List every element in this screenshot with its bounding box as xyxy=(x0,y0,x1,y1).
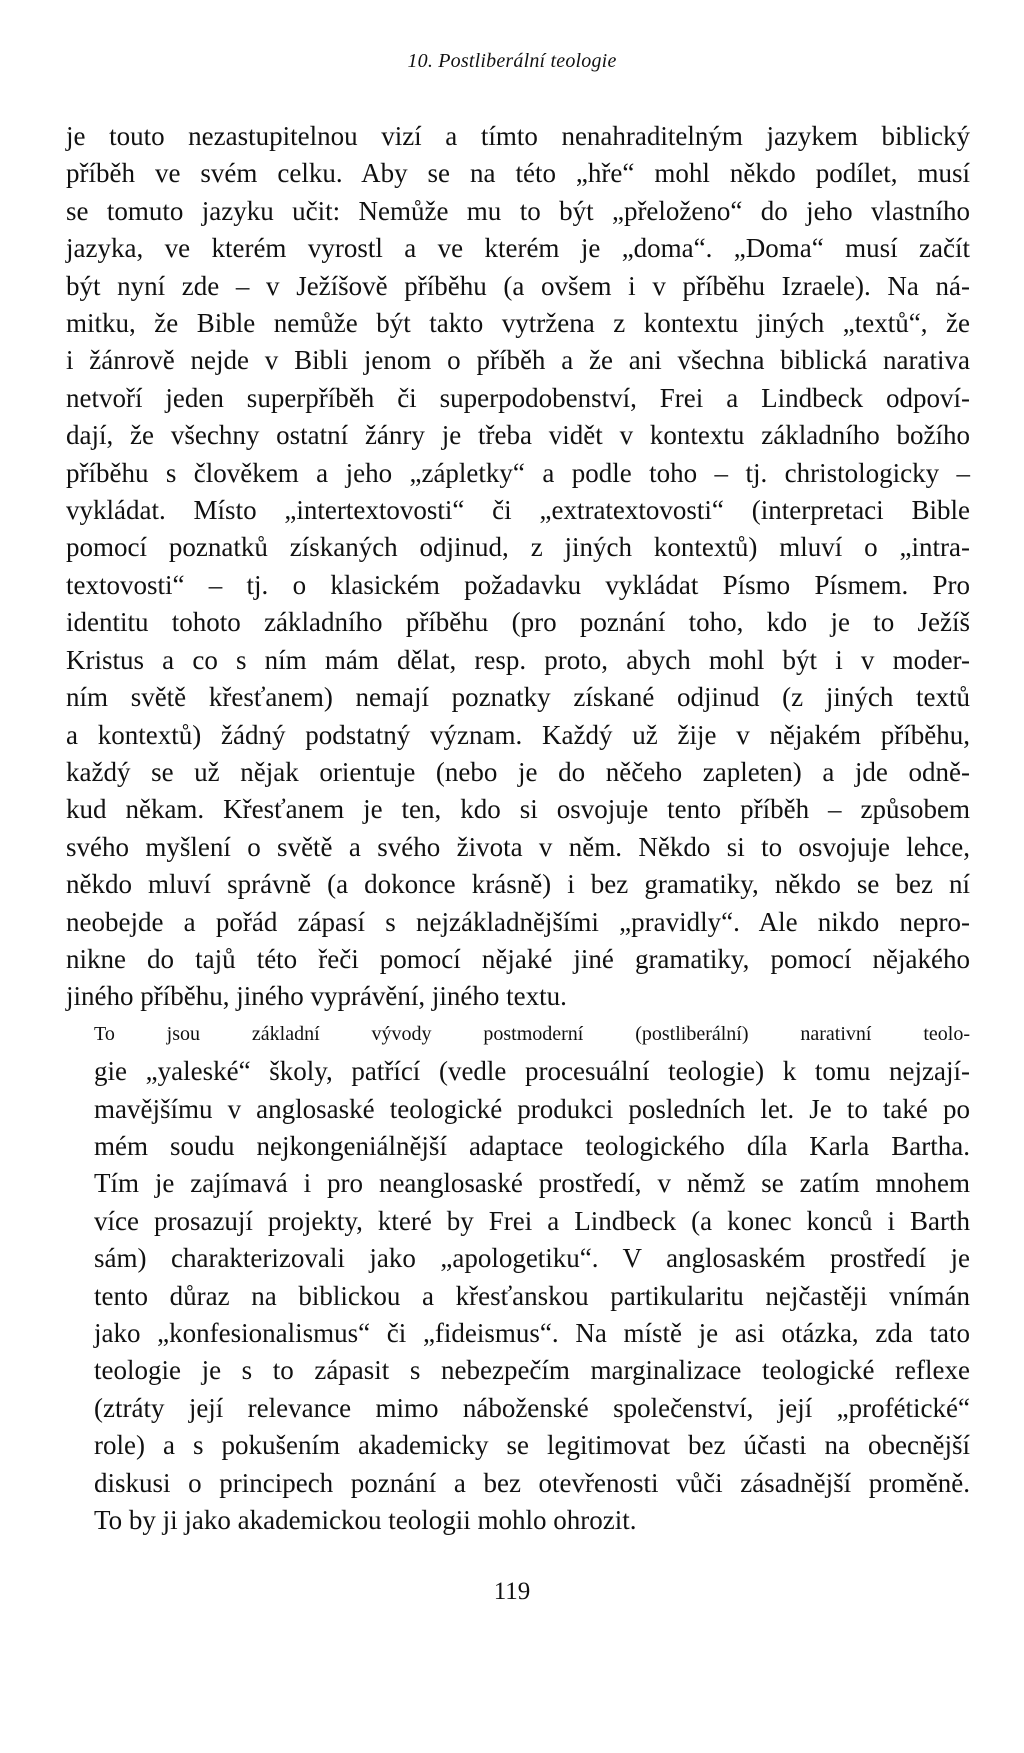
text-line: svého myšlení o světě a svého života v něm. Někdo si to osvojuje lehce, xyxy=(66,831,970,862)
text-line: nikne do tajů této řeči pomocí nějaké jiné gramatiky, pomocí nějakého xyxy=(66,943,970,974)
text-line: dají, že všechny ostatní žánry je třeba vidět v kontextu základního božího xyxy=(66,420,970,451)
text-line: jako „konfesionalismus“ či „fideismus“. Na místě je asi otázka, zda tato xyxy=(94,1318,970,1348)
text-line: mém soudu nejkongeniálnější adaptace teologického díla Karla Bartha. xyxy=(94,1130,970,1161)
text-line: někdo mluví správně (a dokonce krásně) i bez gramatiky, někdo se bez ní xyxy=(66,869,970,900)
text-line: kud někam. Křesťanem je ten, kdo si osvojuje tento příběh – způsobem xyxy=(66,794,970,825)
text-line: každý se už nějak orientuje (nebo je do něčeho zapleten) a jde odně- xyxy=(66,756,970,787)
text-line: (ztráty její relevance mimo náboženské společenství, její „profétické“ xyxy=(94,1392,970,1423)
text-line: Kristus a co s ním mám dělat, resp. proto, abych mohl být i v moder- xyxy=(66,644,970,675)
text-line: být nyní zde – v Ježíšově příběhu (a ovšem i v příběhu Izraele). Na ná- xyxy=(66,270,970,301)
text-line: mitku, že Bible nemůže být takto vytržena z kontextu jiných „textů“, že xyxy=(66,308,970,339)
text-line: pomocí poznatků získaných odjinud, z jiných kontextů) mluví o „intra- xyxy=(66,532,970,563)
text-line: a kontextů) žádný podstatný význam. Každý už žije v nějakém příběhu, xyxy=(66,719,970,750)
text-line: teologie je s to zápasit s nebezpečím marginalizace teologické reflexe xyxy=(94,1355,970,1386)
text-line: To by ji jako akademickou teologii mohlo ohrozit. xyxy=(94,1505,637,1536)
text-line: sám) charakterizovali jako „apologetiku“. V anglosaském prostředí je xyxy=(94,1243,970,1274)
text-line: příběhu s člověkem a jeho „zápletky“ a podle toho – tj. christologicky – xyxy=(66,457,970,488)
body-text xyxy=(66,118,970,1539)
text-line: jiného příběhu, jiného vyprávění, jiného textu. xyxy=(66,981,567,1012)
text-line: identitu tohoto základního příběhu (pro poznání toho, kdo je to Ježíš xyxy=(66,607,970,638)
text-line: ním světě křesťanem) nemají poznatky získané odjinud (z jiných textů xyxy=(66,682,970,713)
text-line: jazyka, ve kterém vyrostl a ve kterém je „doma“. „Doma“ musí začít xyxy=(66,233,970,264)
text-line: je touto nezastupitelnou vizí a tímto nenahraditelným jazykem biblický xyxy=(66,121,970,151)
text-line: Tím je zajímavá i pro neanglosaské prostředí, v němž se zatím mnohem xyxy=(94,1168,970,1199)
text-line: se tomuto jazyku učit: Nemůže mu to být „přeloženo“ do jeho vlastního xyxy=(66,195,970,226)
text-line: gie „yaleské“ školy, patřící (vedle procesuální teologie) k tomu nejzají- xyxy=(94,1056,970,1087)
text-line: diskusi o principech poznání a bez otevřenosti vůči zásadnější proměně. xyxy=(94,1467,970,1498)
text-line: mavějšímu v anglosaské teologické produkci posledních let. Je to také po xyxy=(94,1093,970,1124)
text-line: příběh ve svém celku. Aby se na této „hře“ mohl někdo podílet, musí xyxy=(66,158,970,189)
text-line: textovosti“ – tj. o klasickém požadavku vykládat Písmo Písmem. Pro xyxy=(66,569,970,600)
text-line: To jsou základní vývody postmoderní (postliberální) narativní teolo- xyxy=(94,1022,970,1045)
text-line: i žánrově nejde v Bibli jenom o příběh a že ani všechna biblická narativa xyxy=(66,345,970,376)
text-line: tento důraz na biblickou a křesťanskou partikularitu nejčastěji vnímán xyxy=(94,1280,970,1311)
paragraph xyxy=(66,1016,970,1540)
text-line: netvoří jeden superpříběh či superpodobenství, Frei a Lindbeck odpoví- xyxy=(66,382,970,413)
text-line: více prosazují projekty, které by Frei a Lindbeck (a konec konců i Barth xyxy=(94,1205,970,1236)
text-line: role) a s pokušením akademicky se legitimovat bez účasti na obecnější xyxy=(94,1430,970,1461)
page-number: 119 xyxy=(493,1578,531,1605)
text-line: neobejde a pořád zápasí s nejzákladnějšími „pravidly“. Ale nikdo nepro- xyxy=(66,906,970,937)
paragraph xyxy=(66,118,970,1016)
text-line: vykládat. Místo „intertextovosti“ či „extratextovosti“ (interpretaci Bible xyxy=(66,495,970,526)
running-head: 10. Postliberální teologie xyxy=(407,50,617,72)
